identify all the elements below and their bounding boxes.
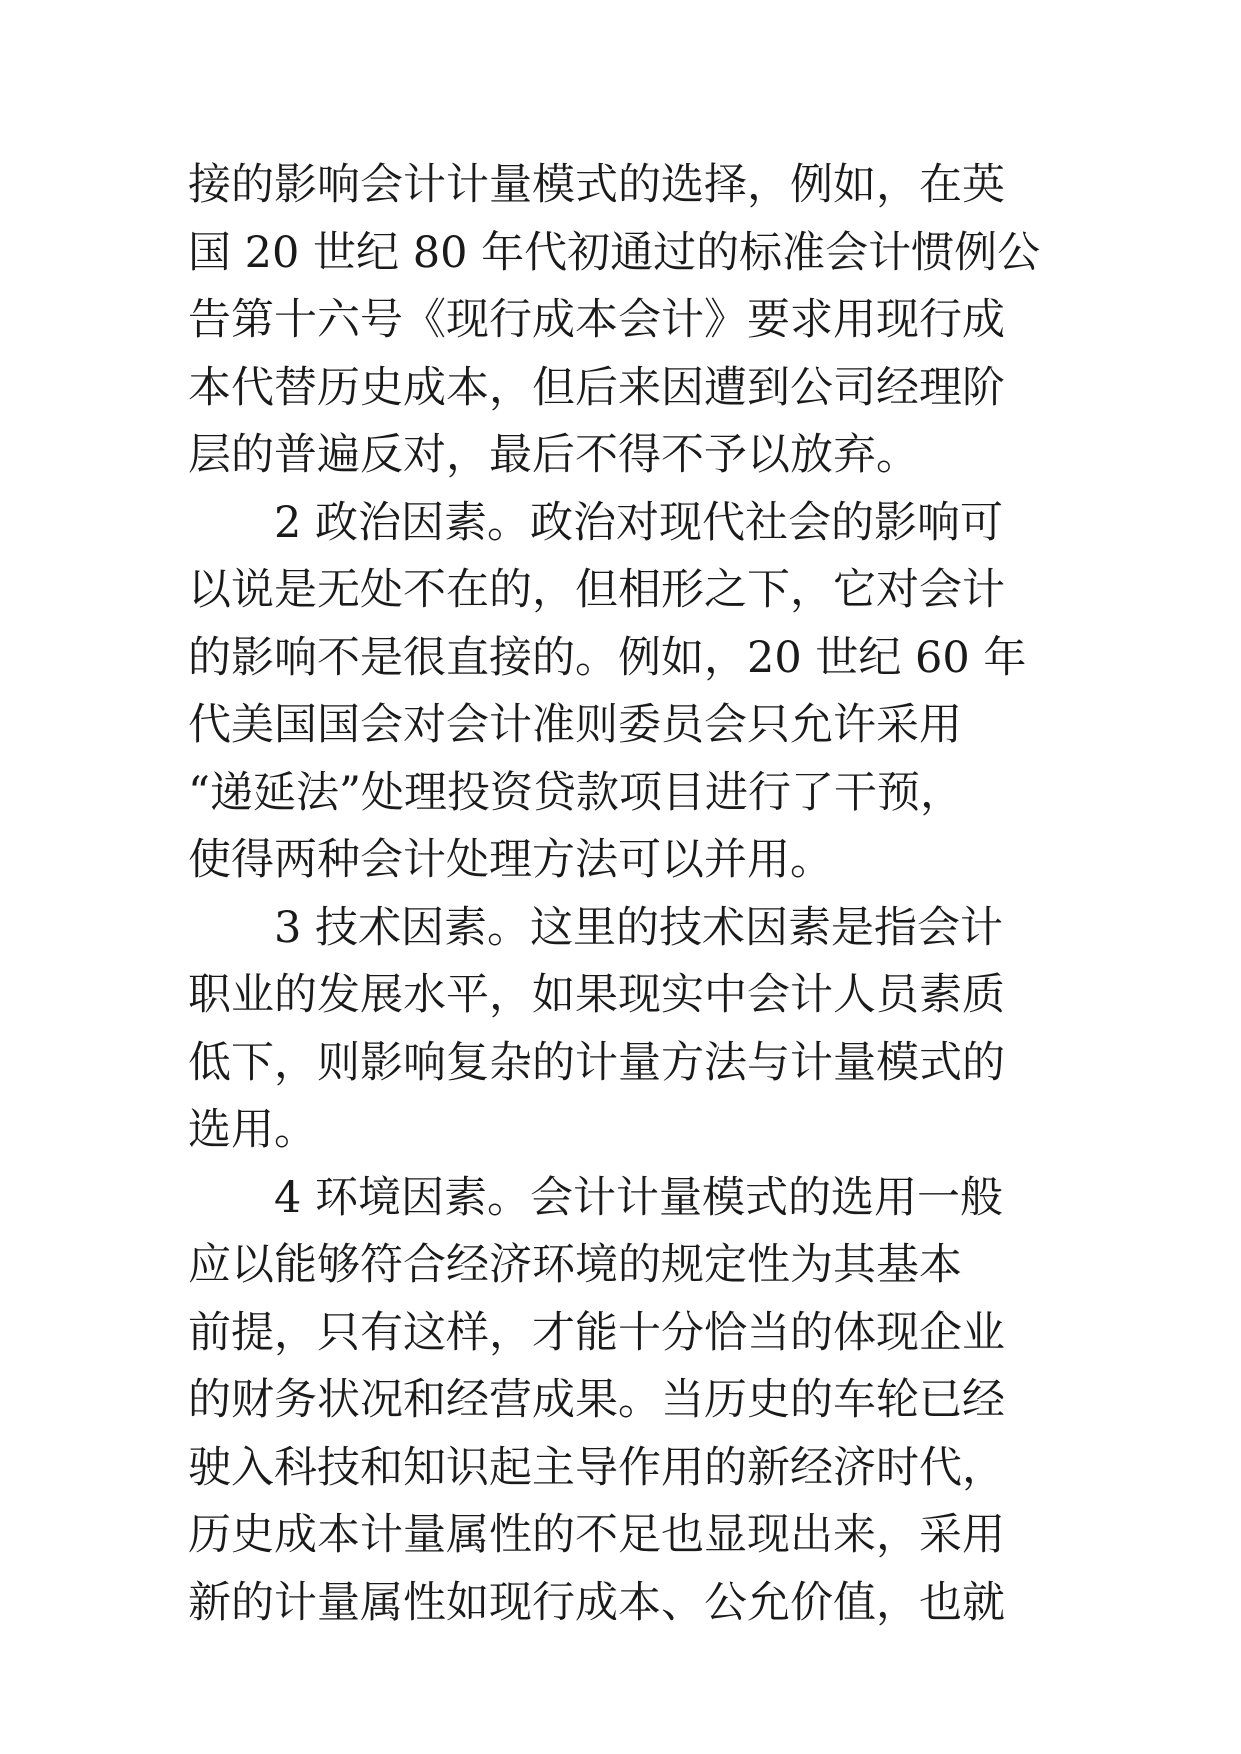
text-line: 驶入科技和知识起主导作用的新经济时代，	[188, 1442, 1005, 1493]
text-line: 以说是无处不在的，但相形之下，它对会计	[188, 565, 1005, 615]
text-line: 3 技术因素。这里的技术因素是指会计	[274, 902, 1004, 953]
text-line: 国 20 世纪 80 年代初通过的标准会计惯例公	[188, 227, 1041, 278]
body-text	[188, 152, 1058, 1637]
text-line: 告第十六号《现行成本会计》要求用现行成	[188, 295, 1005, 345]
text-line: 本代替历史成本，但后来因遭到公司经理阶	[188, 362, 1005, 413]
text-line: 历史成本计量属性的不足也显现出来，采用	[188, 1510, 1005, 1560]
text-line: “递延法”处理投资贷款项目进行了干预，	[188, 767, 963, 818]
text-line: 职业的发展水平，如果现实中会计人员素质	[188, 970, 1005, 1020]
text-line: 选用。	[188, 1105, 317, 1155]
text-line: 低下，则影响复杂的计量方法与计量模式的	[188, 1037, 1005, 1088]
text-line: 新的计量属性如现行成本、公允价值，也就	[188, 1577, 1005, 1628]
text-line: 使得两种会计处理方法可以并用。	[188, 835, 833, 885]
text-line: 的财务状况和经营成果。当历史的车轮已经	[188, 1375, 1005, 1425]
text-line: 应以能够符合经济环境的规定性为其基本	[188, 1240, 962, 1290]
text-line: 层的普遍反对，最后不得不予以放弃。	[188, 430, 919, 480]
text-line: 的影响不是很直接的。例如，20 世纪 60 年	[188, 632, 1027, 683]
text-line: 接的影响会计计量模式的选择，例如，在英	[188, 160, 1005, 210]
text-line: 代美国国会对会计准则委员会只允许采用	[188, 700, 962, 750]
text-line: 前提，只有这样，才能十分恰当的体现企业	[188, 1307, 1005, 1358]
text-line: 2 政治因素。政治对现代社会的影响可	[274, 497, 1004, 548]
text-line: 4 环境因素。会计计量模式的选用一般	[274, 1172, 1004, 1223]
